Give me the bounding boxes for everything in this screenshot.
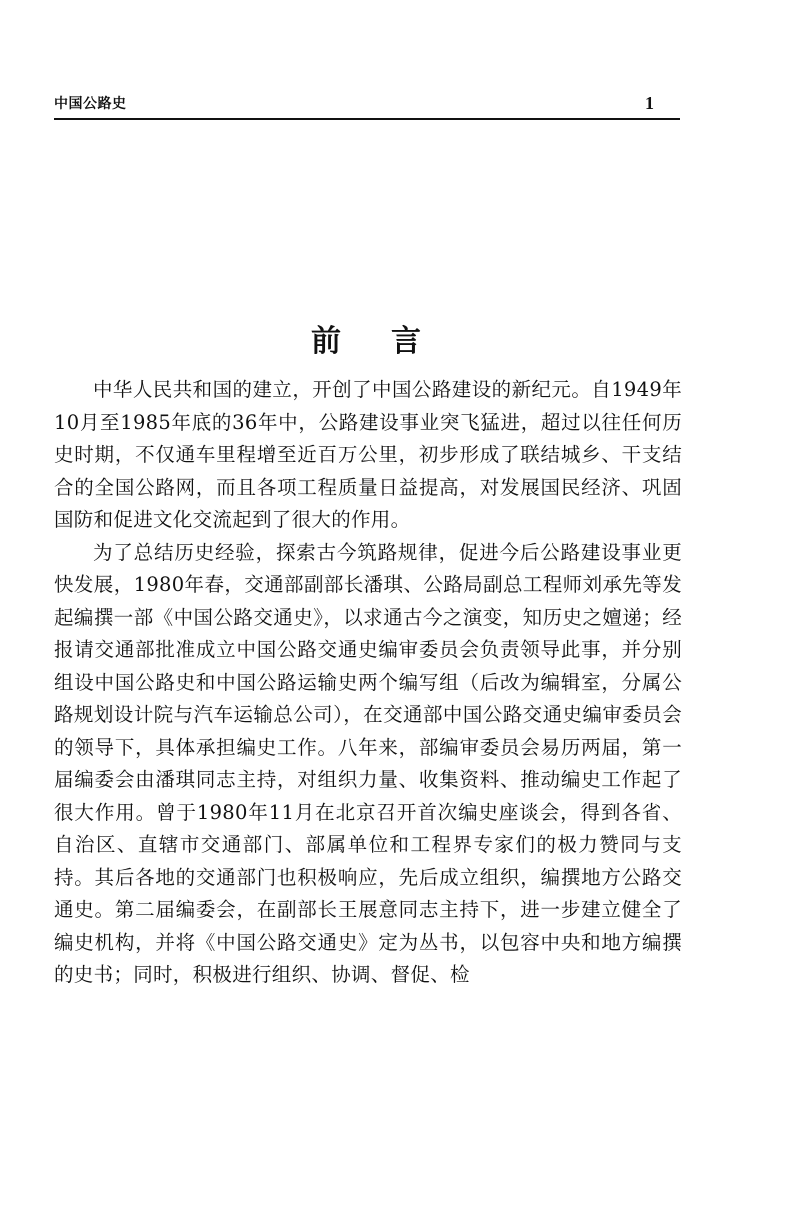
body-text bbox=[54, 374, 682, 992]
paragraph: 为了总结历史经验，探索古今筑路规律，促进今后公路建设事业更快发展，1980年春，交通部副部长潘琪、公路局副总工程师刘承先等发起编撰一部《中国公路交通史》，以求通古今之演变，知历史之嬗递；经报请交通部批准成立中国公路交通史编审委员会负责领导此事，并分别组设中国公路史和中国公路运输史两个编写组（后改为编辑室，分属公路规划设计院与汽车运输总公司），在交通部中国公路交通史编审委员会的领导下，具体承担编史工作。八年来，部编审委员会易历两届，第一届编委会由潘琪同志主持，对组织力量、收集资料、推动编史工作起了很大作用。曾于1980年11月在北京召开首次编史座谈会，得到各省、自治区、直辖市交通部门、部属单位和工程界专家们的极力赞同与支持。其后各地的交通部门也积极响应，先后成立组织，编撰地方公路交通史。第二届编委会，在副部长王展意同志主持下，进一步建立健全了编史机构，并将《中国公路交通史》定为丛书，以包容中央和地方编撰的史书；同时，积极进行组织、协调、督促、检 bbox=[54, 540, 682, 986]
paragraph: 中华人民共和国的建立，开创了中国公路建设的新纪元。自1949年10月至1985年底的36年中，公路建设事业突飞猛进，超过以往任何历史时期，不仅通车里程增至近百万公里，初步形成了联结城乡、干支结合的全国公路网，而且各项工程质量日益提高，对发展国民经济、巩固国防和促进文化交流起到了很大的作用。 bbox=[54, 378, 682, 531]
chapter-title: 前言 bbox=[311, 324, 471, 360]
running-header bbox=[54, 95, 680, 121]
page-number: 1 bbox=[645, 93, 654, 113]
book-title: 中国公路史 bbox=[54, 96, 127, 112]
header-rule bbox=[54, 118, 680, 120]
